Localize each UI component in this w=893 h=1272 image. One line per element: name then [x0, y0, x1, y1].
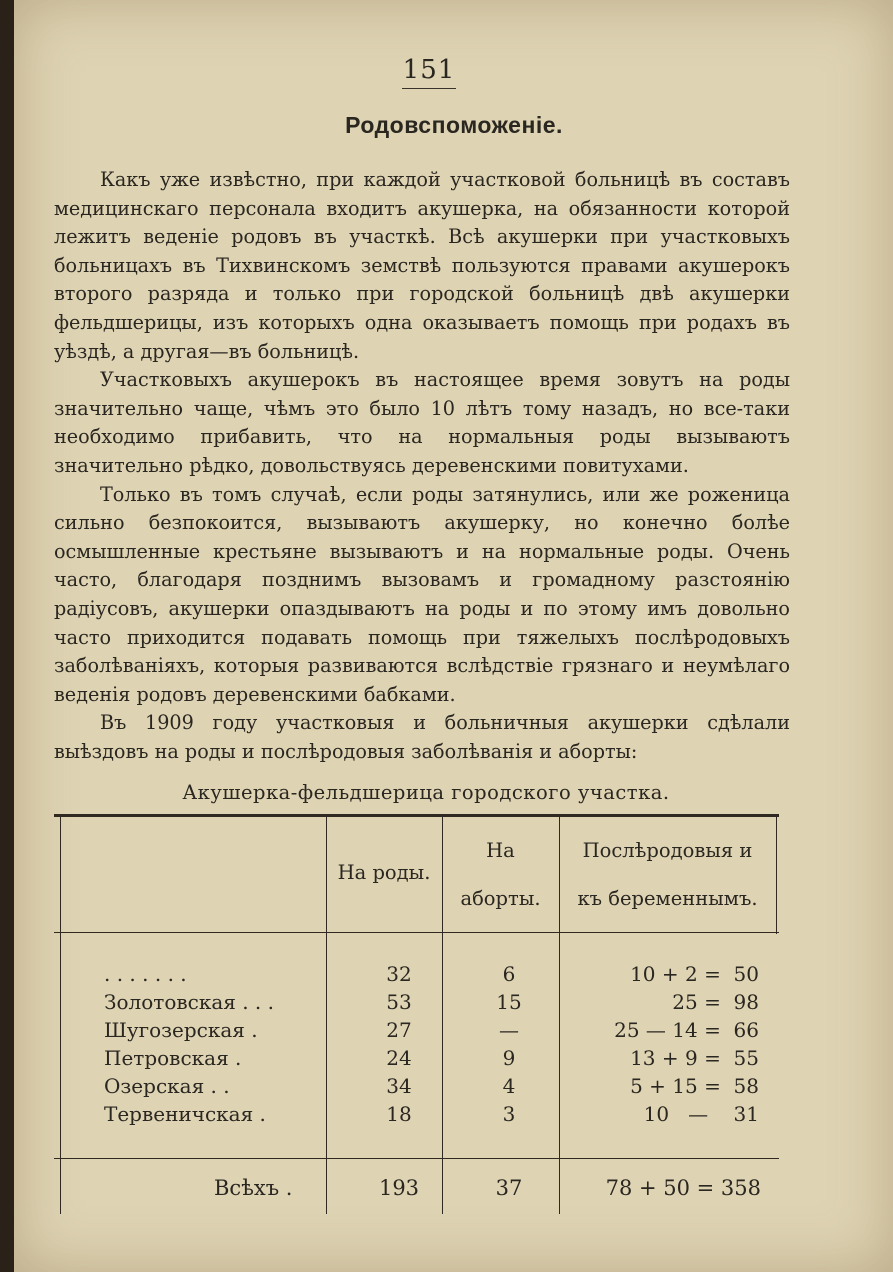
births-value: 34	[386, 1074, 412, 1098]
header-bottom-rule	[54, 932, 779, 933]
paragraph: Въ 1909 году участковыя и больничныя акушерки сдѣлали выѣздовъ на роды и послѣродовыя заболѣванiя и аборты:	[54, 711, 790, 763]
abortions-value: 6	[502, 962, 516, 986]
table-right-rule	[776, 814, 777, 934]
abortions-value: 4	[502, 1074, 516, 1098]
district-name: Шугозерская .	[104, 1018, 258, 1042]
total-label: Всѣхъ .	[214, 1176, 293, 1200]
table-row	[54, 1102, 779, 1129]
table-top-rule	[54, 814, 779, 817]
abortions-value: 15	[496, 990, 522, 1014]
total-postpartum: 78 + 50 = 358	[605, 1176, 761, 1200]
district-name: Тервеничская .	[104, 1102, 266, 1126]
postpartum-value: 13 + 9 = 55	[630, 1046, 759, 1070]
page-number: 151	[402, 55, 456, 85]
postpartum-value: 10 + 2 = 50	[630, 962, 759, 986]
births-value: 18	[386, 1102, 412, 1126]
births-value: 53	[386, 990, 412, 1014]
total-births: 193	[378, 1176, 420, 1200]
statistics-table	[54, 814, 779, 1214]
header-births: На роды.	[337, 861, 431, 884]
header-abortions-line2: аборты.	[460, 887, 541, 910]
section-title: Родовспоможенiе.	[345, 112, 563, 138]
header-postpartum-line1: Послѣродовыя и	[582, 839, 753, 862]
table-row	[54, 1074, 779, 1101]
paragraph: Только въ томъ случаѣ, если роды затянулись, или же роженица сильно безпокоится, вызываютъ акушерку, но конечно болѣе осмышленные крестьяне вызываютъ и на нормальные роды. Очень часто, благодаря позднимъ вызовамъ и громадному разстоянiю радiусовъ, акушерки опаздываютъ на роды и по этому имъ довольно часто приходится подавать помощь при тяжелыхъ послѣродовыхъ заболѣванiяхъ, которыя развиваются вслѣдствiе грязнаго и неумѣлаго веденiя родовъ деревенскими бабками.	[54, 482, 790, 706]
district-name: . . . . . . .	[104, 962, 187, 986]
postpartum-value: 25 = 98	[672, 990, 759, 1014]
book-page	[14, 0, 893, 1272]
header-postpartum-line2: къ беременнымъ.	[577, 887, 758, 910]
page-number-underline	[402, 88, 456, 89]
births-value: 32	[386, 962, 412, 986]
postpartum-value: 10 — 31	[643, 1102, 759, 1126]
abortions-value: 3	[502, 1102, 516, 1126]
births-value: 24	[386, 1046, 412, 1070]
paragraph: Участковыхъ акушерокъ въ настоящее время зовутъ на роды значительно чаще, чѣмъ это было 10 лѣтъ тому назадъ, но все-таки необходимо прибавить, что на нормальныя роды вызываютъ значительно рѣдко, довольствуясь деревенскими повитухами.	[54, 368, 790, 477]
postpartum-value: 5 + 15 = 58	[630, 1074, 759, 1098]
abortions-value: 9	[502, 1046, 516, 1070]
table-row	[54, 990, 779, 1017]
body-text	[54, 166, 790, 766]
header-abortions-line1: На	[486, 839, 515, 862]
births-value: 27	[386, 1018, 412, 1042]
district-name: Петровская .	[104, 1046, 242, 1070]
total-abortions: 37	[495, 1176, 523, 1200]
paragraph: Какъ уже извѣстно, при каждой участковой больницѣ въ составъ медицинскаго персонала входитъ акушерка, на обязанности которой лежитъ веденiе родовъ въ участкѣ. Всѣ акушерки при участковыхъ больницахъ въ Тихвинскомъ земствѣ пользуются правами акушерокъ второго разряда и только при городской больницѣ двѣ акушерки фельдшерицы, изъ которыхъ одна оказываетъ помощь при родахъ въ уѣздѣ, а другая—въ больницѣ.	[54, 168, 790, 363]
table-caption: Акушерка-фельдшерица городского участка.	[182, 781, 670, 804]
district-name: Золотовская . . .	[104, 990, 274, 1014]
postpartum-value: 25 — 14 = 66	[614, 1018, 759, 1042]
abortions-value: —	[499, 1018, 519, 1042]
total-top-rule	[54, 1158, 779, 1159]
table-row	[54, 1046, 779, 1073]
table-row	[54, 1018, 779, 1045]
table-row	[54, 962, 779, 989]
district-name: Озерская . .	[104, 1074, 230, 1098]
table-total-row	[54, 1176, 779, 1206]
